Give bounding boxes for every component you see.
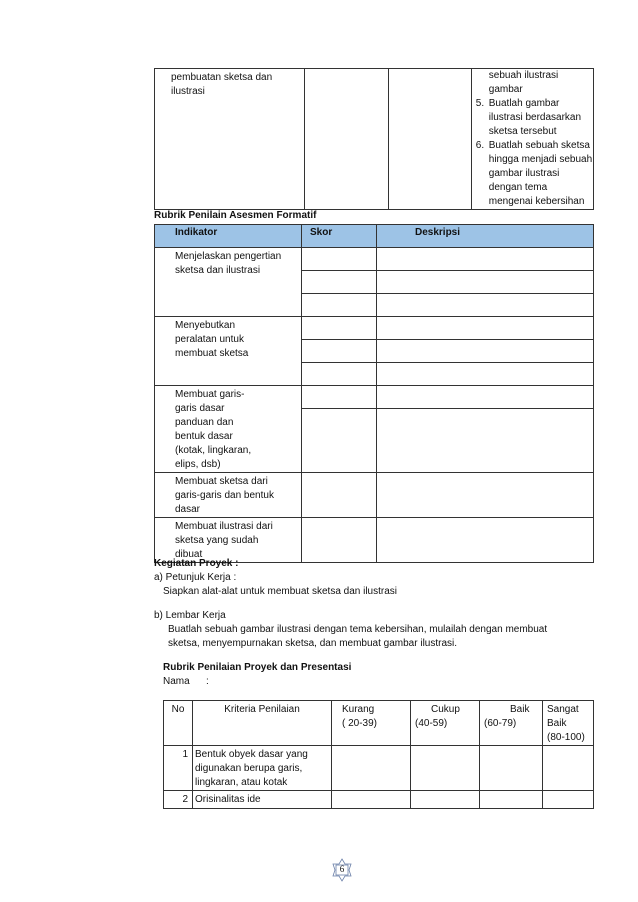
indikator-line: dasar: [175, 504, 201, 515]
indikator-line: sketsa yang sudah: [175, 535, 259, 546]
skor-cell: [302, 248, 377, 271]
lembar-kerja-line: sketsa, menyempurnakan sketsa, dan membuat gambar ilustrasi.: [168, 638, 458, 649]
top-col1-line: ilustrasi: [171, 86, 205, 97]
rubrik-header-row: [155, 225, 594, 248]
indikator-line: bentuk dasar: [175, 431, 233, 442]
header-cukup: [411, 701, 480, 746]
indikator-line: Menyebutkan: [175, 320, 236, 331]
skor-cell: [302, 363, 377, 386]
kriteria-line: digunakan berupa garis,: [195, 763, 303, 774]
header-kurang-label: Kurang: [342, 704, 375, 715]
skor-cell: [302, 518, 377, 563]
step-line: Buatlah sebuah sketsa: [488, 140, 590, 151]
steps-list: [476, 97, 593, 209]
score-cell: [480, 746, 543, 791]
kriteria-line: Bentuk obyek dasar yang: [195, 749, 308, 760]
score-cell: [332, 791, 411, 809]
kriteria-cell: [193, 746, 332, 791]
indikator-line: membuat sketsa: [175, 348, 249, 359]
indikator-cell: [155, 386, 302, 473]
page-number-ornament: [330, 858, 354, 882]
header-sangat-baik: [543, 701, 594, 746]
row-number: 2: [164, 791, 193, 809]
header-cukup-label: Cukup: [431, 704, 460, 715]
indikator-line: panduan dan: [175, 417, 234, 428]
petunjuk-label: a) Petunjuk Kerja :: [154, 572, 237, 583]
deskripsi-cell: [377, 317, 594, 340]
score-cell: [411, 746, 480, 791]
petunjuk-text: Siapkan alat-alat untuk membuat sketsa dan ilustrasi: [163, 586, 398, 597]
top-table-col1: [155, 69, 305, 210]
rubrik-proyek-table: [163, 700, 594, 809]
top-continuation-table: [154, 68, 594, 210]
rubrik-proyek-title: Rubrik Penilaian Proyek dan Presentasi: [163, 662, 352, 673]
step-number: 5.: [475, 98, 485, 109]
deskripsi-cell: [377, 248, 594, 271]
indikator-line: peralatan untuk: [175, 334, 244, 345]
top-table-col2: [305, 69, 389, 210]
top-col1-line: pembuatan sketsa dan: [171, 72, 273, 83]
deskripsi-cell: [377, 271, 594, 294]
deskripsi-cell: [377, 294, 594, 317]
kriteria-line: lingkaran, atau kotak: [195, 777, 288, 788]
lembar-kerja-label: b) Lembar Kerja: [154, 610, 226, 621]
indikator-line: garis dasar: [175, 403, 225, 414]
indikator-line: Membuat sketsa dari: [175, 476, 268, 487]
proj-header-row: [164, 701, 594, 746]
step-line: hingga menjadi sebuah: [488, 154, 593, 165]
top-table-col3: [389, 69, 471, 210]
step-item: [476, 139, 593, 209]
indikator-line: dibuat: [175, 549, 203, 560]
header-skor: Skor: [302, 225, 377, 248]
header-kriteria: Kriteria Penilaian: [193, 701, 332, 746]
score-cell: [543, 746, 594, 791]
header-kurang-range: ( 20-39): [342, 718, 378, 729]
skor-cell: [302, 294, 377, 317]
step-line: dengan tema: [488, 182, 548, 193]
rubrik-formatif-table: [154, 224, 594, 563]
step-number: 6.: [475, 140, 485, 151]
step-line: gambar ilustrasi: [488, 168, 560, 179]
kriteria-line: Orisinalitas ide: [195, 794, 261, 805]
skor-cell: [302, 473, 377, 518]
step-line: mengenai kebersihan: [488, 196, 585, 207]
header-sangat-range: (80-100): [547, 732, 585, 743]
deskripsi-cell: [377, 473, 594, 518]
top-table-col4: [471, 69, 593, 210]
page-number: 6: [339, 864, 345, 874]
indikator-line: sketsa dan ilustrasi: [175, 265, 261, 276]
indikator-line: Membuat ilustrasi dari: [175, 521, 273, 532]
header-baik-range: (60-79): [484, 718, 517, 729]
score-cell: [332, 746, 411, 791]
deskripsi-cell: [377, 386, 594, 409]
top-col4-line: sebuah ilustrasi: [488, 70, 559, 81]
nama-colon: :: [206, 676, 209, 687]
deskripsi-cell: [377, 518, 594, 563]
indikator-line: garis-garis dan bentuk: [175, 490, 274, 501]
step-item: [476, 97, 593, 139]
step-line: ilustrasi berdasarkan: [488, 112, 582, 123]
skor-cell: [302, 271, 377, 294]
step-line: Buatlah gambar: [488, 98, 560, 109]
row-number: 1: [164, 746, 193, 791]
deskripsi-cell: [377, 363, 594, 386]
header-deskripsi: Deskripsi: [377, 225, 594, 248]
header-baik-label: Baik: [510, 704, 530, 715]
indikator-line: (kotak, lingkaran,: [175, 445, 252, 456]
lembar-kerja-line: Buatlah sebuah gambar ilustrasi dengan tema kebersihan, mulailah dengan membuat: [168, 624, 548, 635]
indikator-cell: [155, 317, 302, 386]
header-no: No: [164, 701, 193, 746]
header-kurang: [332, 701, 411, 746]
table-row: [164, 746, 594, 791]
indikator-cell: [155, 473, 302, 518]
skor-cell: [302, 340, 377, 363]
rubrik-formatif-title: Rubrik Penilain Asesmen Formatif: [154, 210, 317, 221]
nama-label: Nama: [163, 676, 190, 687]
skor-cell: [302, 317, 377, 340]
table-row: [164, 791, 594, 809]
deskripsi-cell: [377, 340, 594, 363]
top-col4-line: gambar: [488, 84, 523, 95]
score-cell: [411, 791, 480, 809]
skor-cell: [302, 386, 377, 409]
deskripsi-cell: [377, 409, 594, 473]
skor-cell: [302, 409, 377, 473]
indikator-cell: [155, 248, 302, 317]
indikator-line: elips, dsb): [175, 459, 221, 470]
indikator-cell: [155, 518, 302, 563]
header-baik: [480, 701, 543, 746]
header-cukup-range: (40-59): [415, 718, 448, 729]
header-indikator: Indikator: [155, 225, 302, 248]
kegiatan-title: Kegiatan Proyek :: [154, 558, 239, 569]
step-line: sketsa tersebut: [488, 126, 557, 137]
kriteria-cell: [193, 791, 332, 809]
indikator-line: Menjelaskan pengertian: [175, 251, 282, 262]
header-sangat-label: Sangat Baik: [547, 704, 579, 729]
indikator-line: Membuat garis-: [175, 389, 245, 400]
score-cell: [543, 791, 594, 809]
score-cell: [480, 791, 543, 809]
